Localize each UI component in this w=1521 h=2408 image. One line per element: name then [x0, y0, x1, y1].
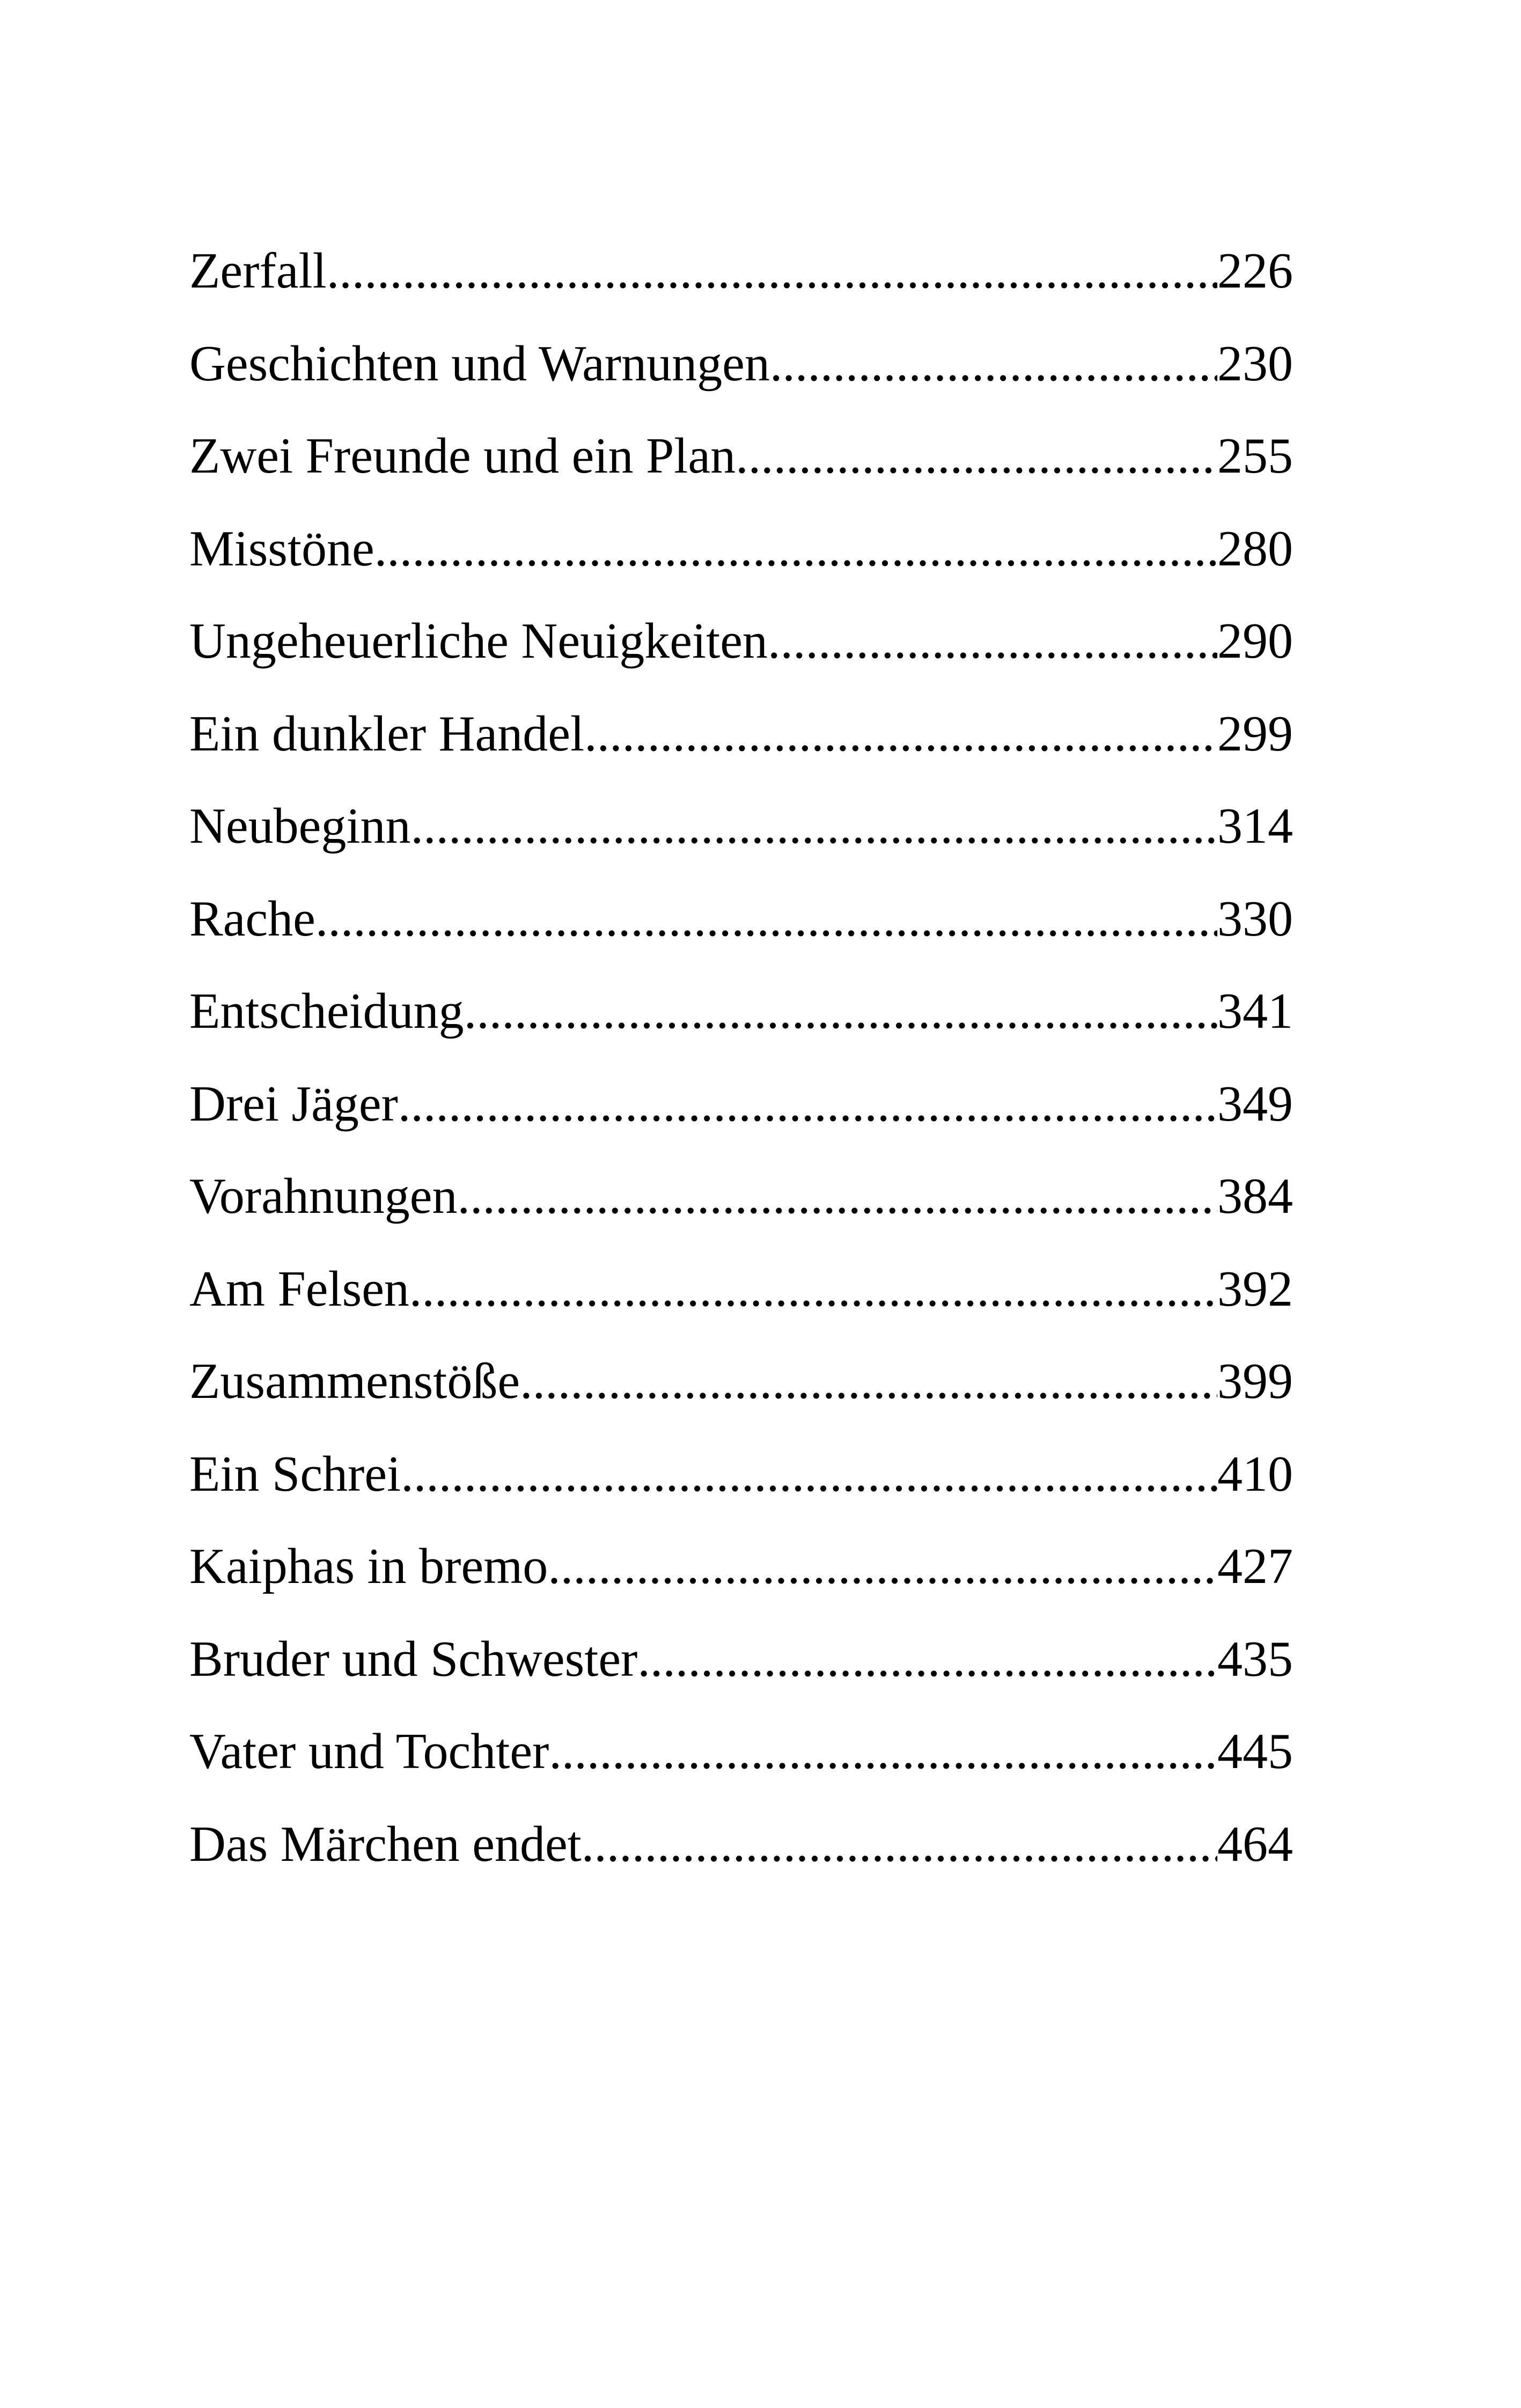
toc-entry-page: 314 — [1217, 798, 1293, 854]
toc-entry-title: Drei Jäger — [189, 1076, 398, 1132]
toc-entry — [189, 1529, 1293, 1622]
toc-entry-page: 341 — [1217, 983, 1293, 1039]
toc-dot-leader — [327, 233, 1217, 308]
toc-entry-page: 226 — [1217, 243, 1293, 299]
toc-dot-leader — [401, 1437, 1217, 1512]
toc-entry — [189, 1251, 1293, 1344]
toc-entry — [189, 696, 1293, 789]
toc-entry-page: 299 — [1217, 705, 1293, 762]
toc-entry — [189, 1344, 1293, 1437]
toc-entry-title: Misstöne — [189, 520, 374, 577]
toc-entry-page: 290 — [1217, 613, 1293, 669]
toc-dot-leader — [374, 511, 1217, 586]
toc-entry-page: 427 — [1217, 1538, 1293, 1594]
toc-entry — [189, 1807, 1293, 1899]
toc-entry-title: Ungeheuerliche Neuigkeiten — [189, 613, 768, 669]
toc-entry-page: 410 — [1217, 1446, 1293, 1502]
toc-entry — [189, 233, 1293, 326]
toc-entry — [189, 1159, 1293, 1251]
toc-entry-page: 230 — [1217, 335, 1293, 392]
toc-entry — [189, 974, 1293, 1066]
toc-dot-leader — [464, 974, 1217, 1049]
toc-entry — [189, 1714, 1293, 1807]
toc-entry — [189, 1437, 1293, 1529]
toc-entry-title: Ein Schrei — [189, 1446, 401, 1502]
toc-entry-title: Entscheidung — [189, 983, 464, 1039]
toc-entry-page: 445 — [1217, 1724, 1293, 1779]
toc-entry-title: Am Felsen — [189, 1261, 409, 1317]
toc-entry — [189, 326, 1293, 419]
toc-entry-title: Zusammenstöße — [189, 1353, 520, 1409]
toc-entry — [189, 511, 1293, 604]
toc-entry-title: Ein dunkler Handel — [189, 705, 585, 762]
toc-entry — [189, 881, 1293, 974]
toc-entry-page: 435 — [1217, 1631, 1293, 1687]
toc-entry-title: Geschichten und Warnungen — [189, 335, 770, 392]
toc-entry-title: Zwei Freunde und ein Plan — [189, 428, 736, 484]
toc-dot-leader — [315, 881, 1217, 956]
toc-dot-leader — [410, 789, 1217, 864]
toc-entry-page: 349 — [1217, 1076, 1293, 1132]
toc-entry — [189, 789, 1293, 881]
toc-entry-page: 384 — [1217, 1168, 1293, 1224]
toc-entry — [189, 418, 1293, 511]
toc-dot-leader — [584, 696, 1217, 771]
toc-entry-title: Vater und Tochter — [189, 1724, 549, 1779]
toc-entry-title: Vorahnungen — [189, 1168, 458, 1224]
toc-entry-page: 330 — [1217, 890, 1293, 947]
toc-entry-title: Kaiphas in bremo — [189, 1538, 548, 1594]
toc-dot-leader — [520, 1344, 1217, 1419]
toc-dot-leader — [582, 1807, 1217, 1882]
toc-entry-page: 399 — [1217, 1353, 1293, 1409]
toc-entry — [189, 1622, 1293, 1714]
toc-entry — [189, 603, 1293, 696]
toc-entry-page: 464 — [1217, 1816, 1293, 1872]
toc-dot-leader — [549, 1714, 1217, 1789]
toc-dot-leader — [409, 1251, 1217, 1327]
toc-dot-leader — [736, 418, 1217, 494]
toc-entry-page: 255 — [1217, 428, 1293, 484]
toc-dot-leader — [768, 603, 1217, 679]
toc-dot-leader — [398, 1066, 1217, 1142]
toc-entry-page: 280 — [1217, 520, 1293, 577]
toc-entry — [189, 1066, 1293, 1159]
toc-dot-leader — [458, 1159, 1217, 1234]
toc-dot-leader — [770, 326, 1217, 401]
table-of-contents — [189, 233, 1293, 1899]
toc-entry-title: Zerfall — [189, 243, 327, 299]
toc-dot-leader — [637, 1622, 1217, 1697]
toc-entry-title: Rache — [189, 890, 315, 947]
toc-entry-page: 392 — [1217, 1261, 1293, 1317]
toc-entry-title: Neubeginn — [189, 798, 411, 854]
toc-dot-leader — [548, 1529, 1217, 1604]
toc-entry-title: Bruder und Schwester — [189, 1631, 638, 1687]
toc-entry-title: Das Märchen endet — [189, 1816, 582, 1872]
